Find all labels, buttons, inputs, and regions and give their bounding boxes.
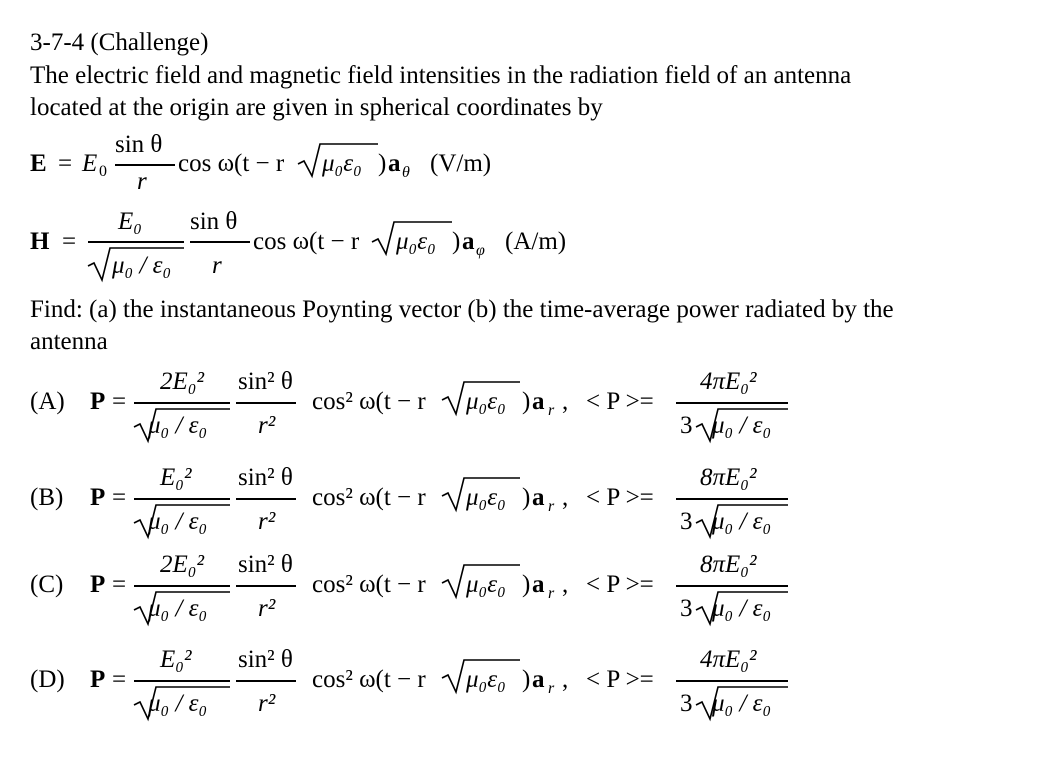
option-fraction1-numerator: E₀² <box>160 646 192 673</box>
option-unit-vector: a <box>532 571 545 598</box>
find-line-2: antenna <box>30 328 108 355</box>
e-unit-vector: a <box>388 150 401 177</box>
sqrt-icon <box>440 561 522 601</box>
option-lhs: P <box>90 388 106 415</box>
option-close: ) <box>522 388 531 415</box>
e-body: cos ω(t − r <box>178 150 285 177</box>
option-label: (B) <box>30 484 64 511</box>
option-avg-denominator: μ₀ / ε₀ <box>712 595 772 622</box>
option-sqrt-content: μ₀ε₀ <box>466 484 506 511</box>
option-separator: , <box>562 388 569 415</box>
e-coef: E <box>82 150 98 177</box>
option-fraction2-denominator: r² <box>258 412 276 439</box>
h-sqrt-content: μ₀ε₀ <box>396 228 436 255</box>
problem-number: 3-7-4 (Challenge) <box>30 29 209 56</box>
option-close: ) <box>522 571 531 598</box>
option-separator: , <box>562 666 569 693</box>
sqrt-icon <box>132 683 232 723</box>
statement-line-1: The electric field and magnetic field intensities in the radiation field of an antenna <box>30 62 852 89</box>
option-avg-denominator-coef: 3 <box>680 508 693 535</box>
e-fraction-bar <box>115 164 175 166</box>
e-fraction-numerator: sin θ <box>115 131 163 158</box>
option-fraction-bar <box>676 498 788 500</box>
option-label: (C) <box>30 571 64 598</box>
option-avg-denominator-coef: 3 <box>680 595 693 622</box>
option-avg-lhs: < P >= <box>586 388 654 415</box>
h-fraction1-numerator: E₀ <box>118 208 142 235</box>
option-fraction2-numerator: sin² θ <box>238 551 293 578</box>
e-coef-sub: 0 <box>99 163 107 180</box>
option-fraction1-denominator: μ₀ / ε₀ <box>148 508 208 535</box>
option-fraction1-numerator: 2E₀² <box>160 368 204 395</box>
option-avg-denominator: μ₀ / ε₀ <box>712 690 772 717</box>
option-fraction-bar <box>236 498 296 500</box>
option-fraction-bar <box>676 402 788 404</box>
option-separator: , <box>562 571 569 598</box>
h-lhs: H <box>30 228 50 255</box>
h-fraction1-bar <box>88 241 184 243</box>
option-fraction-bar <box>236 585 296 587</box>
e-unit-vector-sub: θ <box>402 164 410 181</box>
h-unit-vector: a <box>462 228 475 255</box>
option-avg-numerator: 8πE₀² <box>700 464 757 491</box>
h-fraction2-bar <box>190 241 250 243</box>
option-fraction2-numerator: sin² θ <box>238 368 293 395</box>
option-fraction1-numerator: E₀² <box>160 464 192 491</box>
e-unit: (V/m) <box>430 150 492 177</box>
sqrt-icon <box>440 656 522 696</box>
statement-line-2: located at the origin are given in spherical coordinates by <box>30 94 603 121</box>
option-fraction2-numerator: sin² θ <box>238 646 293 673</box>
option-avg-denominator: μ₀ / ε₀ <box>712 412 772 439</box>
option-fraction1-denominator: μ₀ / ε₀ <box>148 690 208 717</box>
option-unit-vector-sub: r <box>548 498 555 515</box>
sqrt-icon <box>694 405 790 445</box>
sqrt-icon <box>132 501 232 541</box>
option-avg-denominator-coef: 3 <box>680 690 693 717</box>
option-fraction-bar <box>134 680 230 682</box>
option-avg-lhs: < P >= <box>586 484 654 511</box>
option-close: ) <box>522 484 531 511</box>
option-fraction1-denominator: μ₀ / ε₀ <box>148 412 208 439</box>
option-unit-vector-sub: r <box>548 402 555 419</box>
option-fraction2-denominator: r² <box>258 690 276 717</box>
sqrt-icon <box>132 405 232 445</box>
option-fraction2-denominator: r² <box>258 508 276 535</box>
option-unit-vector-sub: r <box>548 585 555 602</box>
option-body: cos² ω(t − r <box>312 484 426 511</box>
sqrt-icon <box>694 588 790 628</box>
find-line-1: Find: (a) the instantaneous Poynting vector (b) the time-average power radiated by the <box>30 296 894 323</box>
option-label: (A) <box>30 388 65 415</box>
option-sqrt-content: μ₀ε₀ <box>466 666 506 693</box>
option-fraction-bar <box>134 402 230 404</box>
option-lhs: P <box>90 666 106 693</box>
e-sqrt-content: μ₀ε₀ <box>322 150 362 177</box>
option-avg-numerator: 4πE₀² <box>700 646 757 673</box>
option-avg-denominator: μ₀ / ε₀ <box>712 508 772 535</box>
option-sqrt-content: μ₀ε₀ <box>466 388 506 415</box>
option-fraction-bar <box>236 680 296 682</box>
option-unit-vector-sub: r <box>548 680 555 697</box>
option-lhs: P <box>90 484 106 511</box>
option-unit-vector: a <box>532 666 545 693</box>
option-label: (D) <box>30 666 65 693</box>
option-avg-numerator: 8πE₀² <box>700 551 757 578</box>
h-unit-vector-sub: φ <box>476 242 485 259</box>
option-fraction2-numerator: sin² θ <box>238 464 293 491</box>
option-fraction-bar <box>134 498 230 500</box>
sqrt-icon <box>694 683 790 723</box>
option-body: cos² ω(t − r <box>312 388 426 415</box>
e-lhs: E <box>30 150 47 177</box>
h-fraction2-denominator: r <box>212 252 222 279</box>
h-unit: (A/m) <box>505 228 567 255</box>
h-fraction1-denominator: μ₀ / ε₀ <box>112 252 172 279</box>
option-fraction-bar <box>236 402 296 404</box>
option-sqrt-content: μ₀ε₀ <box>466 571 506 598</box>
h-body: cos ω(t − r <box>253 228 360 255</box>
option-fraction1-denominator: μ₀ / ε₀ <box>148 595 208 622</box>
option-close: ) <box>522 666 531 693</box>
option-avg-lhs: < P >= <box>586 666 654 693</box>
sqrt-icon <box>694 501 790 541</box>
option-lhs: P <box>90 571 106 598</box>
option-separator: , <box>562 484 569 511</box>
option-avg-lhs: < P >= <box>586 571 654 598</box>
option-avg-numerator: 4πE₀² <box>700 368 757 395</box>
option-fraction2-denominator: r² <box>258 595 276 622</box>
sqrt-icon <box>440 378 522 418</box>
option-avg-denominator-coef: 3 <box>680 412 693 439</box>
option-fraction-bar <box>134 585 230 587</box>
option-unit-vector: a <box>532 388 545 415</box>
option-body: cos² ω(t − r <box>312 571 426 598</box>
option-unit-vector: a <box>532 484 545 511</box>
option-fraction-bar <box>676 680 788 682</box>
sqrt-icon <box>440 474 522 514</box>
h-fraction2-numerator: sin θ <box>190 208 238 235</box>
sqrt-icon <box>132 588 232 628</box>
e-fraction-denominator: r <box>137 168 147 195</box>
option-fraction-bar <box>676 585 788 587</box>
option-body: cos² ω(t − r <box>312 666 426 693</box>
option-fraction1-numerator: 2E₀² <box>160 551 204 578</box>
